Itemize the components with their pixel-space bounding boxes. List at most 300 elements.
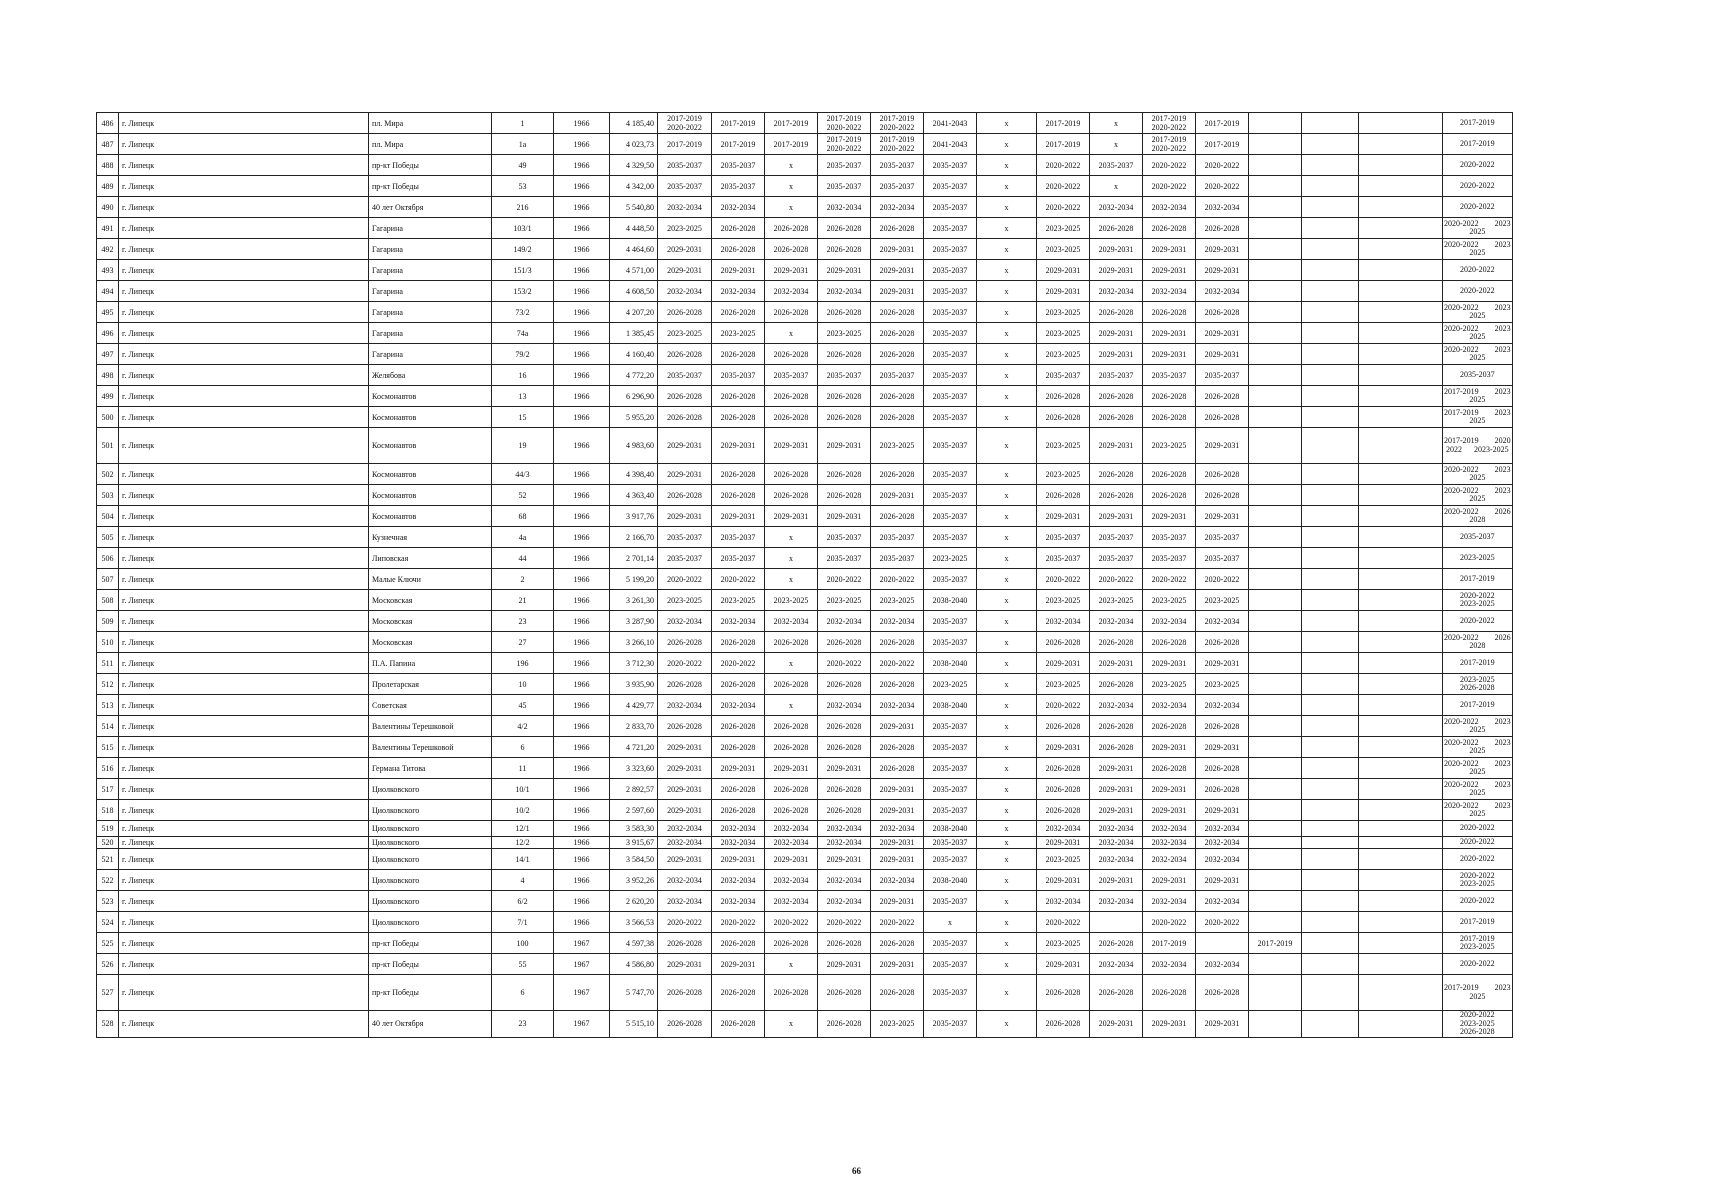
work-period-cell: x — [977, 155, 1037, 176]
work-period-cell: 2035-2037 — [1090, 548, 1143, 569]
work-period-cell: 2026-2028 — [1143, 407, 1196, 428]
summary-period-cell: 2035-2037 — [1443, 365, 1513, 386]
work-period-cell: 2017-2019 2020-2022 — [871, 113, 924, 134]
city-cell: г. Липецк — [119, 386, 369, 407]
work-period-cell: 2029-2031 — [765, 758, 818, 779]
work-period-cell: 2023-2025 — [1037, 464, 1090, 485]
build-year-cell: 1966 — [554, 281, 610, 302]
street-cell: Циолковского — [369, 800, 492, 821]
work-period-cell — [1359, 527, 1443, 548]
row-number: 514 — [97, 716, 119, 737]
work-period-cell — [1302, 302, 1359, 323]
work-period-cell: 2029-2031 — [1143, 260, 1196, 281]
street-cell: Космонавтов — [369, 506, 492, 527]
work-period-cell: 2032-2034 — [712, 891, 765, 912]
work-period-cell — [1249, 870, 1302, 891]
work-period-cell: 2020-2022 — [1196, 155, 1249, 176]
build-year-cell: 1966 — [554, 527, 610, 548]
build-year-cell: 1966 — [554, 176, 610, 197]
build-year-cell: 1966 — [554, 611, 610, 632]
summary-period-cell: 2020-2022 — [1443, 837, 1513, 849]
work-period-cell: x — [977, 344, 1037, 365]
summary-period-cell: 2020-2022 2023 2025 — [1443, 800, 1513, 821]
build-year-cell: 1966 — [554, 134, 610, 155]
work-period-cell: 2032-2034 — [1196, 837, 1249, 849]
work-period-cell: 2029-2031 — [765, 849, 818, 870]
work-period-cell — [1359, 281, 1443, 302]
work-period-cell: 2026-2028 — [1143, 975, 1196, 1011]
work-period-cell — [1249, 695, 1302, 716]
table-row — [97, 386, 1650, 407]
work-period-cell: x — [977, 975, 1037, 1011]
street-cell: пл. Мира — [369, 113, 492, 134]
work-period-cell — [1302, 758, 1359, 779]
area-cell: 3 566,53 — [610, 912, 658, 933]
work-period-cell: 2029-2031 — [871, 779, 924, 800]
summary-period-cell: 2020-2022 — [1443, 155, 1513, 176]
work-period-cell: 2026-2028 — [1196, 218, 1249, 239]
summary-period-cell: 2020-2022 2023-2025 — [1443, 590, 1513, 611]
work-period-cell — [1359, 407, 1443, 428]
work-period-cell: 2029-2031 — [712, 954, 765, 975]
work-period-cell: 2032-2034 — [1196, 197, 1249, 218]
work-period-cell: 2029-2031 — [1143, 653, 1196, 674]
work-period-cell: 2026-2028 — [1037, 758, 1090, 779]
work-period-cell: 2029-2031 — [765, 506, 818, 527]
street-cell: пр-кт Победы — [369, 933, 492, 954]
work-period-cell: 2032-2034 — [1090, 197, 1143, 218]
table-row — [97, 870, 1650, 891]
row-number: 491 — [97, 218, 119, 239]
area-cell: 3 935,90 — [610, 674, 658, 695]
work-period-cell: 2026-2028 — [712, 800, 765, 821]
city-cell: г. Липецк — [119, 134, 369, 155]
work-period-cell: 2035-2037 — [1196, 548, 1249, 569]
work-period-cell: 2029-2031 — [1196, 800, 1249, 821]
work-period-cell: 2035-2037 — [924, 1011, 977, 1038]
work-period-cell — [1359, 155, 1443, 176]
work-period-cell: 2032-2034 — [765, 611, 818, 632]
work-period-cell: 2032-2034 — [1196, 954, 1249, 975]
work-period-cell — [1249, 611, 1302, 632]
street-cell: Кузнечная — [369, 527, 492, 548]
work-period-cell: 2026-2028 — [1090, 302, 1143, 323]
work-period-cell: 2026-2028 — [1037, 632, 1090, 653]
row-number: 501 — [97, 428, 119, 464]
work-period-cell: x — [765, 527, 818, 548]
work-period-cell: 2035-2037 — [1037, 527, 1090, 548]
work-period-cell: x — [977, 386, 1037, 407]
row-number: 500 — [97, 407, 119, 428]
work-period-cell: 2029-2031 — [1143, 323, 1196, 344]
work-period-cell: 2020-2022 — [1037, 912, 1090, 933]
work-period-cell: 2041-2043 — [924, 134, 977, 155]
work-period-cell: 2023-2025 — [1037, 590, 1090, 611]
street-cell: пр-кт Победы — [369, 975, 492, 1011]
work-period-cell: 2026-2028 — [1090, 464, 1143, 485]
work-period-cell: 2032-2034 — [871, 870, 924, 891]
work-period-cell: 2026-2028 — [1143, 302, 1196, 323]
work-period-cell: 2026-2028 — [871, 933, 924, 954]
table-row — [97, 218, 1650, 239]
work-period-cell: 2035-2037 — [712, 548, 765, 569]
work-period-cell: 2035-2037 — [924, 323, 977, 344]
work-period-cell: 2029-2031 — [1090, 758, 1143, 779]
city-cell: г. Липецк — [119, 954, 369, 975]
work-period-cell: x — [977, 611, 1037, 632]
work-period-cell: x — [765, 197, 818, 218]
work-period-cell: 2029-2031 — [818, 758, 871, 779]
street-cell: Космонавтов — [369, 407, 492, 428]
work-period-cell: 2026-2028 — [658, 407, 712, 428]
work-period-cell — [1359, 800, 1443, 821]
work-period-cell: 2020-2022 — [1090, 569, 1143, 590]
work-period-cell — [1302, 590, 1359, 611]
summary-period-cell: 2017-2019 — [1443, 569, 1513, 590]
work-period-cell: 2029-2031 — [1196, 323, 1249, 344]
row-number: 508 — [97, 590, 119, 611]
work-period-cell: 2032-2034 — [712, 611, 765, 632]
work-period-cell: x — [977, 1011, 1037, 1038]
table-body — [97, 113, 1650, 1038]
work-period-cell: x — [977, 428, 1037, 464]
area-cell: 4 597,38 — [610, 933, 658, 954]
work-period-cell: 2029-2031 — [1090, 800, 1143, 821]
table-row — [97, 933, 1650, 954]
row-number: 497 — [97, 344, 119, 365]
work-period-cell: 2035-2037 — [712, 155, 765, 176]
work-period-cell: 2026-2028 — [1143, 464, 1196, 485]
work-period-cell: 2023-2025 — [658, 590, 712, 611]
work-period-cell — [1249, 632, 1302, 653]
work-period-cell: 2029-2031 — [1196, 428, 1249, 464]
work-period-cell: 2035-2037 — [871, 155, 924, 176]
work-period-cell: 2020-2022 — [871, 569, 924, 590]
summary-period-cell: 2020-2022 2023 2025 — [1443, 716, 1513, 737]
city-cell: г. Липецк — [119, 428, 369, 464]
work-period-cell: 2026-2028 — [1196, 758, 1249, 779]
street-cell: Липовская — [369, 548, 492, 569]
table-row — [97, 716, 1650, 737]
work-period-cell: 2032-2034 — [1037, 891, 1090, 912]
work-period-cell: x — [977, 506, 1037, 527]
summary-period-cell: 2020-2022 — [1443, 611, 1513, 632]
work-period-cell — [1249, 323, 1302, 344]
work-period-cell: 2026-2028 — [1037, 800, 1090, 821]
work-period-cell: 2026-2028 — [712, 386, 765, 407]
work-period-cell: 2026-2028 — [871, 302, 924, 323]
work-period-cell: 2029-2031 — [1090, 779, 1143, 800]
table-row — [97, 975, 1650, 1011]
work-period-cell: 2026-2028 — [818, 632, 871, 653]
summary-period-cell: 2020-2022 — [1443, 954, 1513, 975]
area-cell: 4 608,50 — [610, 281, 658, 302]
work-period-cell: 2023-2025 — [1037, 302, 1090, 323]
work-period-cell: 2026-2028 — [1037, 716, 1090, 737]
street-cell: Циолковского — [369, 870, 492, 891]
work-period-cell — [1359, 386, 1443, 407]
area-cell: 3 266,10 — [610, 632, 658, 653]
work-period-cell: 2035-2037 — [1143, 527, 1196, 548]
work-period-cell: 2029-2031 — [765, 428, 818, 464]
table-row — [97, 260, 1650, 281]
table-row — [97, 323, 1650, 344]
street-cell: Циолковского — [369, 821, 492, 837]
street-cell: пр-кт Победы — [369, 176, 492, 197]
build-year-cell: 1966 — [554, 653, 610, 674]
house-number-cell: 27 — [492, 632, 554, 653]
work-period-cell: 2035-2037 — [1037, 548, 1090, 569]
work-period-cell — [1359, 695, 1443, 716]
work-period-cell — [1302, 870, 1359, 891]
work-period-cell: 2026-2028 — [1037, 485, 1090, 506]
street-cell: Гагарина — [369, 323, 492, 344]
work-period-cell: 2029-2031 — [871, 954, 924, 975]
work-period-cell — [1359, 737, 1443, 758]
row-number: 490 — [97, 197, 119, 218]
city-cell: г. Липецк — [119, 155, 369, 176]
work-period-cell: 2035-2037 — [924, 891, 977, 912]
work-period-cell: x — [977, 716, 1037, 737]
work-period-cell: x — [977, 365, 1037, 386]
work-period-cell: 2029-2031 — [1037, 737, 1090, 758]
build-year-cell: 1966 — [554, 590, 610, 611]
house-number-cell: 44/3 — [492, 464, 554, 485]
work-period-cell: 2035-2037 — [1090, 155, 1143, 176]
work-period-cell — [1302, 975, 1359, 1011]
work-period-cell: 2017-2019 — [1196, 113, 1249, 134]
work-period-cell: 2029-2031 — [1037, 260, 1090, 281]
work-period-cell: 2029-2031 — [1090, 653, 1143, 674]
city-cell: г. Липецк — [119, 527, 369, 548]
build-year-cell: 1966 — [554, 800, 610, 821]
work-period-cell: 2032-2034 — [1196, 695, 1249, 716]
work-period-cell: 2032-2034 — [765, 837, 818, 849]
street-cell: 40 лет Октября — [369, 197, 492, 218]
area-cell: 1 385,45 — [610, 323, 658, 344]
build-year-cell: 1966 — [554, 716, 610, 737]
work-period-cell: 2026-2028 — [818, 302, 871, 323]
work-period-cell: 2032-2034 — [1090, 837, 1143, 849]
work-period-cell — [1249, 821, 1302, 837]
work-period-cell: 2035-2037 — [924, 344, 977, 365]
work-period-cell: 2035-2037 — [1090, 527, 1143, 548]
street-cell: Московская — [369, 611, 492, 632]
work-period-cell: x — [765, 695, 818, 716]
work-period-cell: 2032-2034 — [658, 611, 712, 632]
summary-period-cell: 2020-2022 — [1443, 891, 1513, 912]
work-period-cell: x — [765, 155, 818, 176]
work-period-cell — [1249, 779, 1302, 800]
work-period-cell — [1249, 485, 1302, 506]
work-period-cell — [1249, 344, 1302, 365]
house-number-cell: 73/2 — [492, 302, 554, 323]
row-number: 522 — [97, 870, 119, 891]
build-year-cell: 1966 — [554, 239, 610, 260]
work-period-cell — [1249, 800, 1302, 821]
work-period-cell: 2035-2037 — [924, 506, 977, 527]
row-number: 527 — [97, 975, 119, 1011]
house-number-cell: 12/1 — [492, 821, 554, 837]
work-period-cell — [1302, 737, 1359, 758]
work-period-cell: 2023-2025 — [1090, 590, 1143, 611]
work-period-cell: 2035-2037 — [818, 155, 871, 176]
work-period-cell: 2035-2037 — [871, 548, 924, 569]
work-period-cell — [1302, 527, 1359, 548]
work-period-cell: 2032-2034 — [1196, 821, 1249, 837]
house-number-cell: 16 — [492, 365, 554, 386]
table-row — [97, 155, 1650, 176]
work-period-cell: 2026-2028 — [712, 933, 765, 954]
row-number: 488 — [97, 155, 119, 176]
work-period-cell: 2023-2025 — [818, 590, 871, 611]
area-cell: 4 448,50 — [610, 218, 658, 239]
work-period-cell — [1359, 954, 1443, 975]
summary-period-cell: 2020-2022 2023-2025 — [1443, 870, 1513, 891]
work-period-cell: 2026-2028 — [712, 464, 765, 485]
work-period-cell: 2038-2040 — [924, 653, 977, 674]
area-cell: 4 721,20 — [610, 737, 658, 758]
work-period-cell: 2017-2019 2020-2022 — [818, 134, 871, 155]
house-number-cell: 4/2 — [492, 716, 554, 737]
work-period-cell: 2035-2037 — [871, 176, 924, 197]
row-number: 510 — [97, 632, 119, 653]
work-period-cell: 2023-2025 — [658, 218, 712, 239]
row-number: 524 — [97, 912, 119, 933]
work-period-cell — [1302, 386, 1359, 407]
work-period-cell: 2029-2031 — [658, 849, 712, 870]
house-number-cell: 196 — [492, 653, 554, 674]
work-period-cell: 2020-2022 — [818, 653, 871, 674]
work-period-cell: 2029-2031 — [1143, 737, 1196, 758]
area-cell: 4 342,00 — [610, 176, 658, 197]
area-cell: 4 398,40 — [610, 464, 658, 485]
work-period-cell: 2023-2025 — [712, 590, 765, 611]
summary-period-cell: 2020-2022 2023 2025 — [1443, 464, 1513, 485]
work-period-cell: 2020-2022 — [712, 912, 765, 933]
work-period-cell: 2029-2031 — [871, 485, 924, 506]
work-period-cell: 2032-2034 — [765, 281, 818, 302]
work-period-cell: x — [977, 323, 1037, 344]
work-period-cell: 2035-2037 — [924, 716, 977, 737]
row-number: 504 — [97, 506, 119, 527]
work-period-cell: 2032-2034 — [818, 821, 871, 837]
work-period-cell: 2026-2028 — [658, 344, 712, 365]
city-cell: г. Липецк — [119, 365, 369, 386]
work-period-cell: 2029-2031 — [765, 260, 818, 281]
work-period-cell — [1359, 197, 1443, 218]
work-period-cell: 2026-2028 — [1037, 1011, 1090, 1038]
work-period-cell: 2026-2028 — [871, 386, 924, 407]
work-period-cell: 2029-2031 — [871, 837, 924, 849]
street-cell: Гагарина — [369, 239, 492, 260]
work-period-cell — [1249, 365, 1302, 386]
work-period-cell: 2023-2025 — [818, 323, 871, 344]
work-period-cell: 2026-2028 — [1196, 302, 1249, 323]
build-year-cell: 1966 — [554, 218, 610, 239]
house-number-cell: 49 — [492, 155, 554, 176]
work-period-cell: 2026-2028 — [1196, 716, 1249, 737]
work-period-cell: x — [977, 758, 1037, 779]
table-row — [97, 800, 1650, 821]
row-number: 502 — [97, 464, 119, 485]
street-cell: Космонавтов — [369, 428, 492, 464]
work-period-cell: 2017-2019 — [1143, 933, 1196, 954]
street-cell: Космонавтов — [369, 464, 492, 485]
work-period-cell: x — [977, 933, 1037, 954]
work-period-cell — [1302, 428, 1359, 464]
work-period-cell: 2032-2034 — [712, 281, 765, 302]
work-period-cell — [1249, 716, 1302, 737]
build-year-cell: 1966 — [554, 849, 610, 870]
work-period-cell: 2035-2037 — [924, 155, 977, 176]
table-row — [97, 239, 1650, 260]
house-number-cell: 19 — [492, 428, 554, 464]
work-period-cell — [1302, 485, 1359, 506]
city-cell: г. Липецк — [119, 344, 369, 365]
work-period-cell: 2029-2031 — [1143, 779, 1196, 800]
summary-period-cell: 2020-2022 2023 2025 — [1443, 302, 1513, 323]
work-period-cell: 2026-2028 — [712, 632, 765, 653]
work-period-cell: 2026-2028 — [871, 407, 924, 428]
work-period-cell: x — [977, 912, 1037, 933]
work-period-cell: 2032-2034 — [871, 611, 924, 632]
work-period-cell — [1302, 912, 1359, 933]
work-period-cell: 2029-2031 — [1196, 260, 1249, 281]
work-period-cell: 2017-2019 2020-2022 — [658, 113, 712, 134]
table-row — [97, 485, 1650, 506]
summary-period-cell: 2020-2022 2023 2025 — [1443, 344, 1513, 365]
summary-period-cell: 2020-2022 — [1443, 821, 1513, 837]
city-cell: г. Липецк — [119, 464, 369, 485]
work-period-cell: 2032-2034 — [818, 891, 871, 912]
work-period-cell: x — [977, 218, 1037, 239]
row-number: 492 — [97, 239, 119, 260]
summary-period-cell: 2020-2022 2023 2025 — [1443, 737, 1513, 758]
city-cell: г. Липецк — [119, 933, 369, 954]
work-period-cell: 2035-2037 — [818, 548, 871, 569]
work-period-cell: 2029-2031 — [1143, 344, 1196, 365]
work-period-cell: 2023-2025 — [1196, 590, 1249, 611]
work-period-cell: 2029-2031 — [712, 849, 765, 870]
work-period-cell: 2023-2025 — [1037, 239, 1090, 260]
work-period-cell — [1249, 464, 1302, 485]
work-period-cell — [1302, 1011, 1359, 1038]
house-number-cell: 15 — [492, 407, 554, 428]
work-period-cell: 2026-2028 — [712, 716, 765, 737]
house-number-cell: 4а — [492, 527, 554, 548]
work-period-cell — [1249, 912, 1302, 933]
house-number-cell: 53 — [492, 176, 554, 197]
work-period-cell: 2029-2031 — [712, 428, 765, 464]
work-period-cell: 2026-2028 — [818, 674, 871, 695]
work-period-cell: 2026-2028 — [1037, 407, 1090, 428]
work-period-cell: x — [977, 302, 1037, 323]
area-cell: 5 515,10 — [610, 1011, 658, 1038]
work-period-cell: 2017-2019 2020-2022 — [818, 113, 871, 134]
work-period-cell: 2023-2025 — [924, 674, 977, 695]
work-period-cell: x — [977, 527, 1037, 548]
row-number: 505 — [97, 527, 119, 548]
work-period-cell — [1249, 975, 1302, 1011]
work-period-cell: 2017-2019 — [765, 113, 818, 134]
work-period-cell: 2029-2031 — [1090, 428, 1143, 464]
work-period-cell: 2032-2034 — [1090, 695, 1143, 716]
house-number-cell: 13 — [492, 386, 554, 407]
work-period-cell: 2026-2028 — [712, 302, 765, 323]
work-period-cell: 2029-2031 — [1196, 239, 1249, 260]
city-cell: г. Липецк — [119, 281, 369, 302]
